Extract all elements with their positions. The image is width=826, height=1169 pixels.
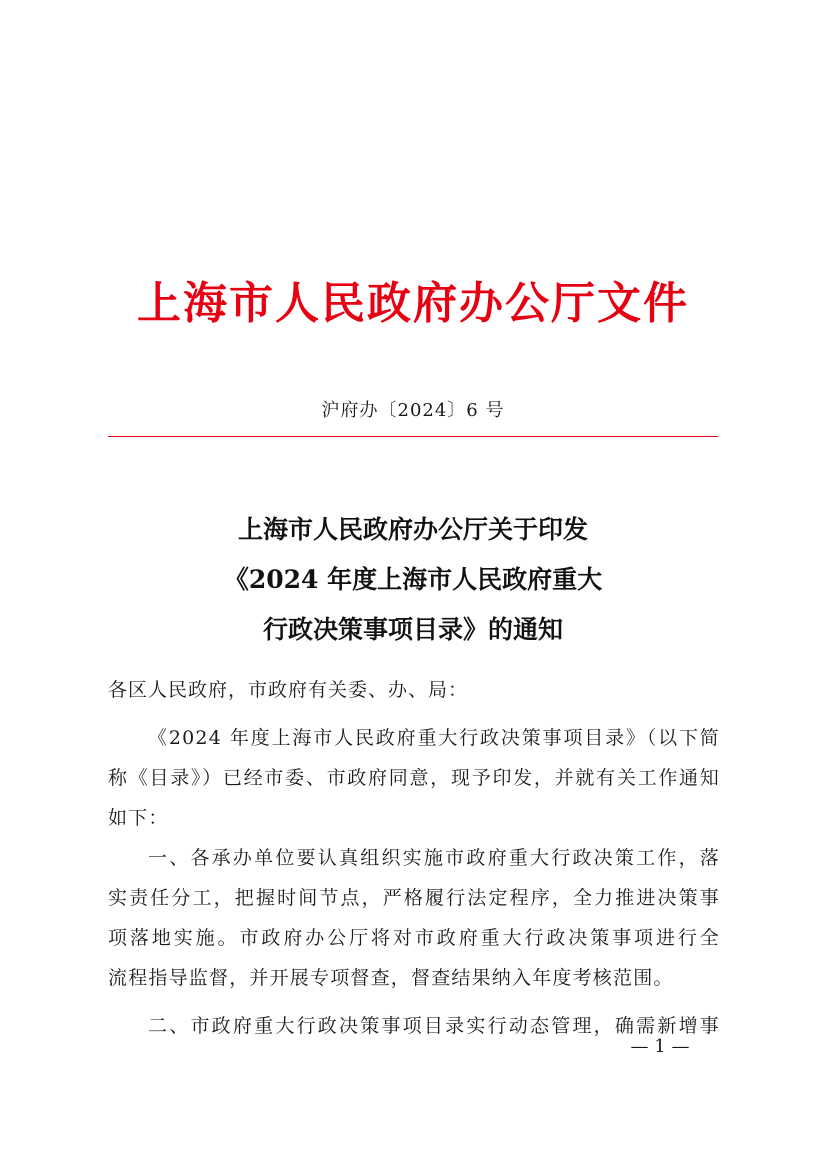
paragraph-intro xyxy=(108,718,720,838)
paragraph-line: 称《目录》）已经市委、市政府同意，现予印发，并就有关工作通知 xyxy=(108,767,720,789)
paragraph-line: 如下： xyxy=(108,807,169,829)
notice-title-line-3: 行政决策事项目录》的通知 xyxy=(262,615,563,644)
red-divider-line xyxy=(108,436,718,437)
paragraph-line: 二、市政府重大行政决策事项目录实行动态管理，确需新增事 xyxy=(148,1015,720,1037)
paragraph-line: 项落地实施。市政府办公厅将对市政府重大行政决策事项进行全 xyxy=(108,927,720,949)
page-number: — 1 — xyxy=(630,1036,690,1057)
document-header-title: 上海市人民政府办公厅文件 xyxy=(137,278,689,329)
notice-title-line-1: 上海市人民政府办公厅关于印发 xyxy=(237,515,588,544)
paragraph-line: 一、各承办单位要认真组织实施市政府重大行政决策工作，落 xyxy=(148,847,720,869)
notice-title xyxy=(108,505,718,655)
notice-title-line-2: 《2024 年度上海市人民政府重大 xyxy=(223,565,603,594)
salutation: 各区人民政府，市政府有关委、办、局： xyxy=(108,679,469,701)
paragraph-line: 《2024 年度上海市人民政府重大行政决策事项目录》（以下简 xyxy=(148,727,720,749)
document-body xyxy=(108,670,720,1046)
document-number: 沪府办〔2024〕6 号 xyxy=(321,400,505,421)
paragraph-item-1 xyxy=(108,838,720,998)
paragraph-line: 流程指导监督，并开展专项督查，督查结果纳入年度考核范围。 xyxy=(108,967,674,989)
paragraph-line: 实责任分工，把握时间节点，严格履行法定程序，全力推进决策事 xyxy=(108,887,720,909)
